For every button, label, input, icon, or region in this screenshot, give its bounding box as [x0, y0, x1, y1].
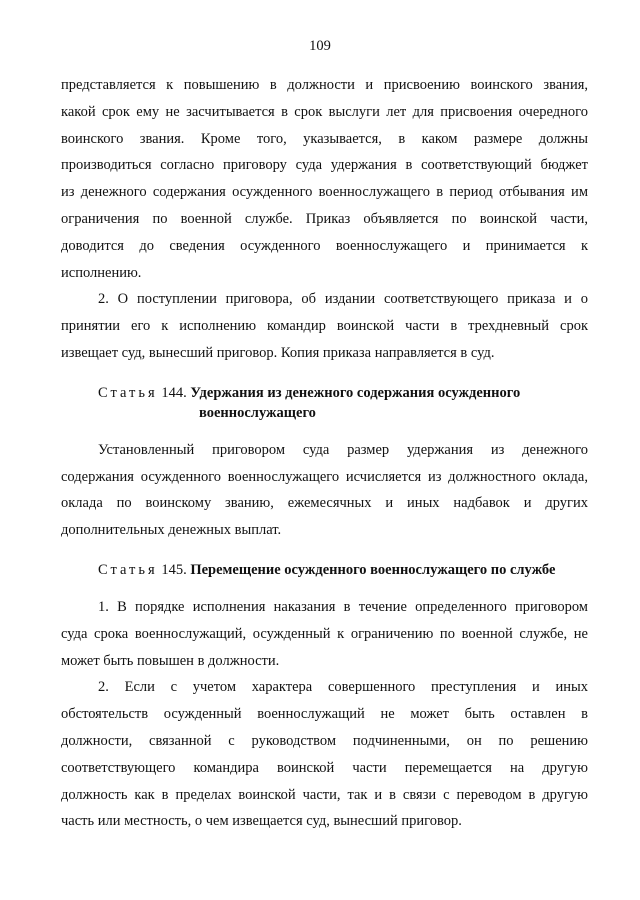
article-label: Статья: [98, 561, 158, 578]
paragraph-item-2: [61, 286, 588, 366]
text-line: должности, связанной с руководством подчиненными, он по решению: [61, 732, 588, 749]
text-line: 2. Если с учетом характера совершенного преступления и иных: [98, 679, 588, 696]
page-number: 109: [309, 38, 331, 54]
article-144-heading: [61, 383, 588, 423]
article-number: 145.: [161, 561, 187, 578]
article-title-continued: военнослужащего: [199, 404, 316, 421]
article-145-part-1: [61, 594, 588, 674]
text-line: извещает суд, вынесший приговор. Копия приказа направляется в суд.: [61, 344, 495, 361]
text-line: ограничения по военной службе. Приказ объявляется по воинской части,: [61, 210, 588, 227]
article-title: Удержания из денежного содержания осужденного: [190, 384, 521, 401]
article-144-body: [61, 437, 588, 544]
text-line: принятии его к исполнению командир воинской части в трехдневный срок: [61, 318, 588, 335]
paragraph-continuation: [61, 72, 588, 286]
text-line: из денежного содержания осужденного военнослужащего в период отбывания им: [61, 184, 588, 201]
text-line: представляется к повышению в должности и присвоению воинского звания,: [61, 77, 588, 93]
text-line: должность как в пределах воинской части, так и в связи с переводом в другую: [61, 786, 588, 803]
text-line: часть или местность, о чем извещается суд, вынесший приговор.: [61, 813, 462, 830]
article-label: Статья: [98, 384, 158, 401]
article-145-part-2: [61, 674, 588, 835]
text-line: обстоятельств осужденный военнослужащий не может быть оставлен в: [61, 706, 588, 723]
article-number: 144.: [161, 384, 187, 401]
text-line: соответствующего командира воинской части перемещается на другую: [61, 759, 588, 776]
text-line: оклада по воинскому званию, ежемесячных и иных надбавок и других: [61, 495, 588, 512]
text-line: суда срока военнослужащий, осужденный к ограничению по военной службе, не: [61, 625, 588, 642]
text-line: 2. О поступлении приговора, об издании соответствующего приказа и о: [98, 291, 588, 308]
text-line: какой срок ему не засчитывается в срок выслуги лет для присвоения очередного: [61, 103, 588, 120]
text-line: содержания осужденного военнослужащего исчисляется из должностного оклада,: [61, 468, 588, 485]
page-content: [61, 72, 588, 835]
text-line: дополнительных денежных выплат.: [61, 522, 282, 539]
text-line: воинского звания. Кроме того, указывается, в каком размере должны: [61, 130, 588, 147]
text-line: исполнению.: [61, 264, 142, 281]
text-line: может быть повышен в должности.: [61, 652, 280, 669]
text-line: производиться согласно приговору суда удержания в соответствующий бюджет: [61, 157, 588, 174]
text-line: доводится до сведения осужденного военнослужащего и принимается к: [61, 237, 588, 254]
text-line: Установленный приговором суда размер удержания из денежного: [98, 441, 588, 458]
article-title: Перемещение осужденного военнослужащего по службе: [190, 561, 556, 578]
text-line: 1. В порядке исполнения наказания в течение определенного приговором: [98, 598, 588, 615]
article-145-heading: [61, 560, 588, 580]
